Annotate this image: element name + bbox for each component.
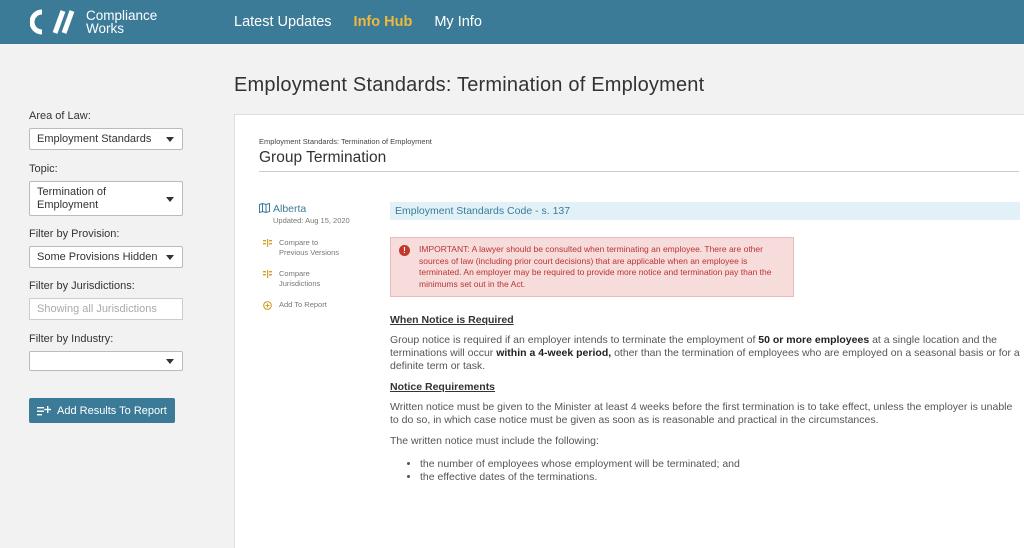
- notice-contents-intro: The written notice must include the following:: [390, 435, 599, 447]
- topic-label: Topic:: [29, 163, 58, 175]
- top-navigation-bar: [0, 0, 1024, 44]
- when-notice-paragraph: Group notice is required if an employer intends to terminate the employment of 50 or more employees at a single location and the terminations will occur within a 4-week period, other than the termination of employees who are employed on a seasonal basis or for a definite term or task.: [390, 334, 1020, 372]
- chevron-down-icon: [166, 137, 174, 142]
- add-results-to-report-button[interactable]: [29, 398, 175, 423]
- compare-previous-line1: Compare to: [279, 238, 319, 247]
- divider: [259, 171, 1019, 172]
- compare-icon: [263, 239, 272, 247]
- compare-previous-line2: Previous Versions: [279, 247, 340, 257]
- jurisdictions-filter-label: Filter by Jurisdictions:: [29, 280, 135, 292]
- list-item: • the effective dates of the terminations.: [420, 471, 1020, 484]
- main-nav: [234, 0, 504, 44]
- add-results-label: Add Results To Report: [57, 404, 167, 417]
- important-alert: [390, 237, 794, 297]
- breadcrumb: Employment Standards: Termination of Employment: [259, 137, 432, 146]
- nav-info-hub[interactable]: Info Hub: [353, 14, 413, 30]
- when-notice-heading: When Notice is Required: [390, 314, 514, 326]
- notice-contents-list: [420, 458, 1020, 484]
- compare-previous-versions-link[interactable]: [263, 238, 379, 257]
- area-of-law-value: Employment Standards: [37, 133, 152, 145]
- compare-icon: [263, 270, 272, 278]
- jurisdiction-name[interactable]: Alberta: [273, 203, 307, 215]
- compare-jurisdictions-line1: Compare: [279, 269, 310, 278]
- content-card: [234, 114, 1024, 548]
- logo[interactable]: [30, 9, 157, 35]
- add-list-icon: [37, 406, 51, 416]
- filter-sidebar: [29, 110, 185, 371]
- provision-content: [390, 202, 1020, 484]
- jurisdiction-updated-date: Updated: Aug 15, 2020: [273, 216, 350, 225]
- nav-latest-updates[interactable]: Latest Updates: [234, 14, 332, 30]
- logo-mark-icon: [30, 9, 80, 35]
- topic-value: Termination of Employment: [37, 185, 107, 211]
- section-title: Group Termination: [259, 149, 387, 166]
- map-icon: [259, 203, 270, 213]
- provision-filter-select[interactable]: [29, 246, 183, 268]
- page-title: Employment Standards: Termination of Employment: [234, 74, 705, 96]
- add-circle-icon: [263, 301, 272, 310]
- nav-my-info[interactable]: My Info: [434, 14, 482, 30]
- list-item: • the number of employees whose employment will be terminated; and: [420, 458, 1020, 471]
- add-to-report-label: Add To Report: [279, 300, 327, 309]
- add-to-report-link[interactable]: [263, 300, 379, 310]
- code-reference-bar[interactable]: [390, 202, 1020, 220]
- jurisdiction-panel: [259, 203, 379, 310]
- notice-requirements-heading: Notice Requirements: [390, 381, 496, 393]
- compare-jurisdictions-line2: Jurisdictions: [279, 278, 321, 288]
- topic-select[interactable]: [29, 181, 183, 216]
- logo-text: Compliance Works: [86, 8, 158, 36]
- jurisdictions-filter-input[interactable]: Showing all Jurisdictions: [29, 298, 183, 320]
- chevron-down-icon: [166, 255, 174, 260]
- industry-filter-label: Filter by Industry:: [29, 333, 114, 345]
- area-of-law-label: Area of Law:: [29, 110, 91, 122]
- chevron-down-icon: [166, 197, 174, 202]
- area-of-law-select[interactable]: [29, 128, 183, 150]
- important-alert-text: IMPORTANT: A lawyer should be consulted when terminating an employee. There are other sources of law (including prior court decisions) that are applicable when an employee is terminated. An employer may be required to provide more notice and termination pay than the minimums set out in the Act.: [419, 244, 772, 289]
- notice-requirements-paragraph: Written notice must be given to the Minister at least 4 weeks before the first termination is to take effect, unless the employer is unable to do so, in which case notice must be given as soon as is reasonable and practical in the circumstances.: [390, 401, 1013, 426]
- code-reference: Employment Standards Code - s. 137: [395, 205, 571, 217]
- provision-filter-value: Some Provisions Hidden: [37, 251, 158, 263]
- chevron-down-icon: [166, 359, 174, 364]
- industry-filter-select[interactable]: [29, 351, 183, 371]
- provision-filter-label: Filter by Provision:: [29, 228, 120, 240]
- alert-icon: !: [399, 245, 410, 256]
- compare-jurisdictions-link[interactable]: [263, 269, 379, 288]
